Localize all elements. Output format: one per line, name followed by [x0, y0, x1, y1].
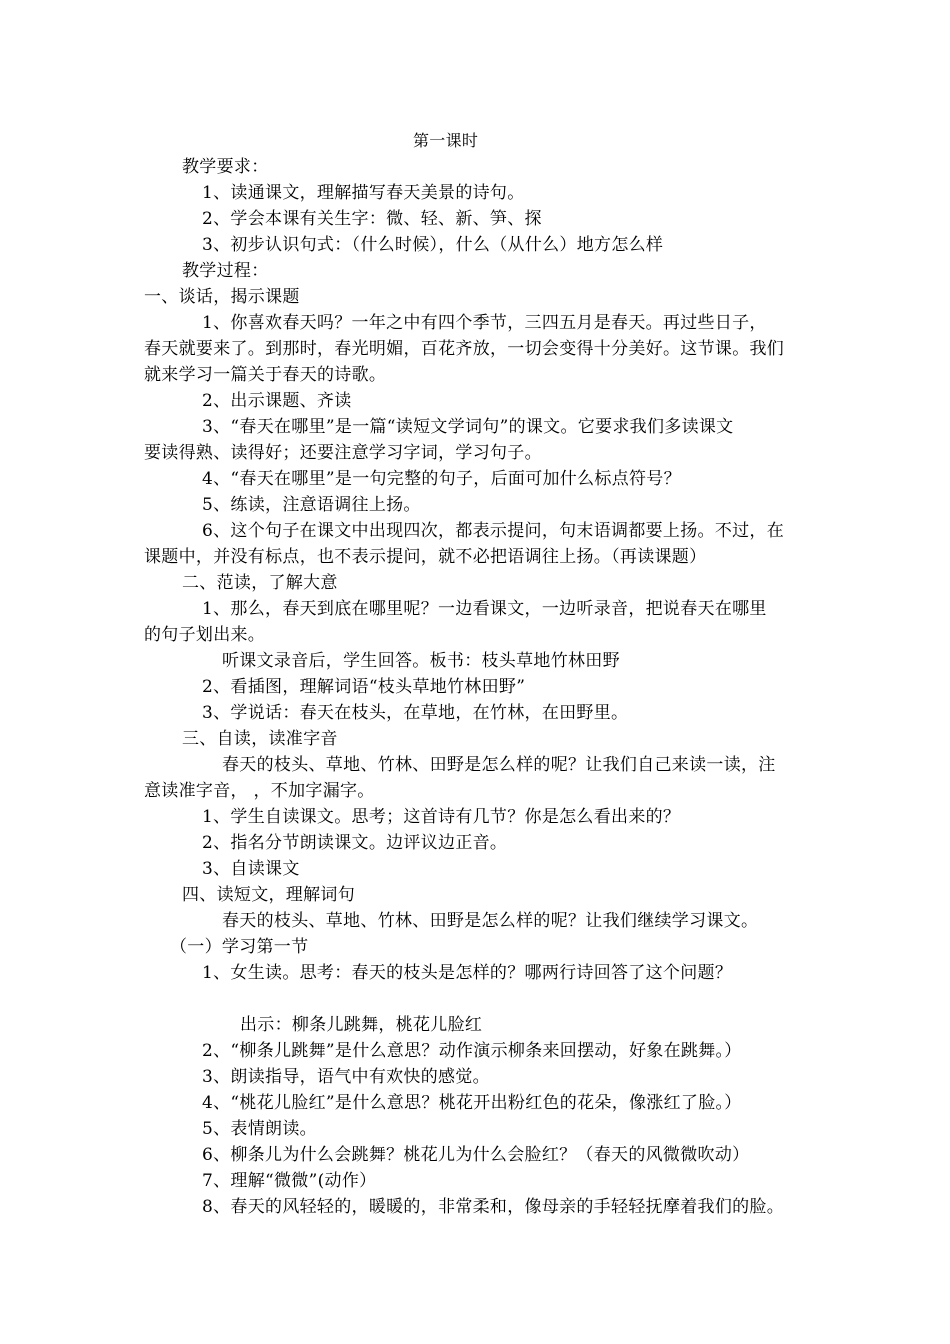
text-line: 2、指名分节朗读课文。边评议边正音。 — [202, 833, 508, 853]
text-line: 1、学生自读课文。思考；这首诗有几节？你是怎么看出来的？ — [202, 807, 681, 827]
text-line: 4、“桃花儿脸红”是什么意思？桃花开出粉红色的花朵，像涨红了脸。） — [202, 1093, 742, 1113]
section-heading: 四、读短文，理解词句 — [182, 885, 355, 905]
text-line: 1、你喜欢春天吗？一年之中有四个季节，三四五月是春天。再过些日子， — [202, 313, 767, 333]
subsection-heading: （一）学习第一节 — [170, 937, 309, 957]
text-line: 的句子划出来。 — [144, 625, 266, 645]
text-line: 要读得熟、读得好；还要注意学习字词，学习句子。 — [144, 443, 542, 463]
text-line: 3、“春天在哪里”是一篇“读短文学词句”的课文。它要求我们多读课文 — [202, 417, 734, 437]
text-line: 课题中，并没有标点，也不表示提问，就不必把语调往上扬。（再读课题） — [144, 547, 707, 567]
text-line: 1、读通课文，理解描写春天美景的诗句。 — [202, 183, 525, 203]
section-heading: 一、谈话，揭示课题 — [144, 287, 300, 307]
text-line: 6、这个句子在课文中出现四次，都表示提问，句末语调都要上扬。不过，在 — [202, 521, 785, 541]
text-line: 听课文录音后，学生回答。板书：枝头草地竹林田野 — [222, 651, 620, 671]
text-line: 1、女生读。思考：春天的枝头是怎样的？哪两行诗回答了这个问题？ — [202, 963, 733, 983]
text-line: 8、春天的风轻轻的，暖暖的，非常柔和，像母亲的手轻轻抚摩着我们的脸。 — [202, 1197, 785, 1217]
text-line: 3、初步认识句式：（什么时候），什么（从什么）地方怎么样 — [202, 235, 664, 255]
text-line: 就来学习一篇关于春天的诗歌。 — [144, 365, 387, 385]
text-line: 教学过程： — [182, 261, 269, 281]
text-line: 意读准字音， ，不加字漏字。 — [144, 781, 375, 801]
text-line: 3、自读课文 — [202, 859, 300, 879]
text-line: 6、柳条儿为什么会跳舞？桃花儿为什么会脸红？（春天的风微微吹动） — [202, 1145, 750, 1165]
text-line: 3、学说话：春天在枝头，在草地，在竹林，在田野里。 — [202, 703, 629, 723]
text-line: 出示：柳条儿跳舞，桃花儿脸红 — [240, 1015, 483, 1035]
text-line: 2、学会本课有关生字：微、轻、新、笋、探 — [202, 209, 542, 229]
section-heading: 二、范读，了解大意 — [182, 573, 338, 593]
section-heading: 三、自读，读准字音 — [182, 729, 338, 749]
text-line: 2、看插图，理解词语“枝头草地竹林田野” — [202, 677, 526, 697]
text-line: 7、理解“微微”(动作） — [202, 1171, 377, 1191]
text-line: 春天的枝头、草地、竹林、田野是怎么样的呢？让我们自己来读一读，注 — [222, 755, 776, 775]
text-line: 5、表情朗读。 — [202, 1119, 317, 1139]
text-line: 春天的枝头、草地、竹林、田野是怎么样的呢？让我们继续学习课文。 — [222, 911, 759, 931]
text-line: 教学要求： — [182, 157, 269, 177]
text-line: 2、出示课题、齐读 — [202, 391, 352, 411]
text-line: 春天就要来了。到那时，春光明媚，百花齐放，一切会变得十分美好。这节课。我们 — [144, 339, 785, 359]
page-title: 第一课时 — [413, 131, 479, 150]
text-line: 5、练读，注意语调往上扬。 — [202, 495, 421, 515]
text-line: 2、“柳条儿跳舞”是什么意思？动作演示柳条来回摆动，好象在跳舞。） — [202, 1041, 742, 1061]
text-line: 1、那么，春天到底在哪里呢？一边看课文，一边听录音，把说春天在哪里 — [202, 599, 767, 619]
text-line: 4、“春天在哪里”是一句完整的句子，后面可加什么标点符号？ — [202, 469, 681, 489]
text-line: 3、朗读指导，语气中有欢快的感觉。 — [202, 1067, 490, 1087]
